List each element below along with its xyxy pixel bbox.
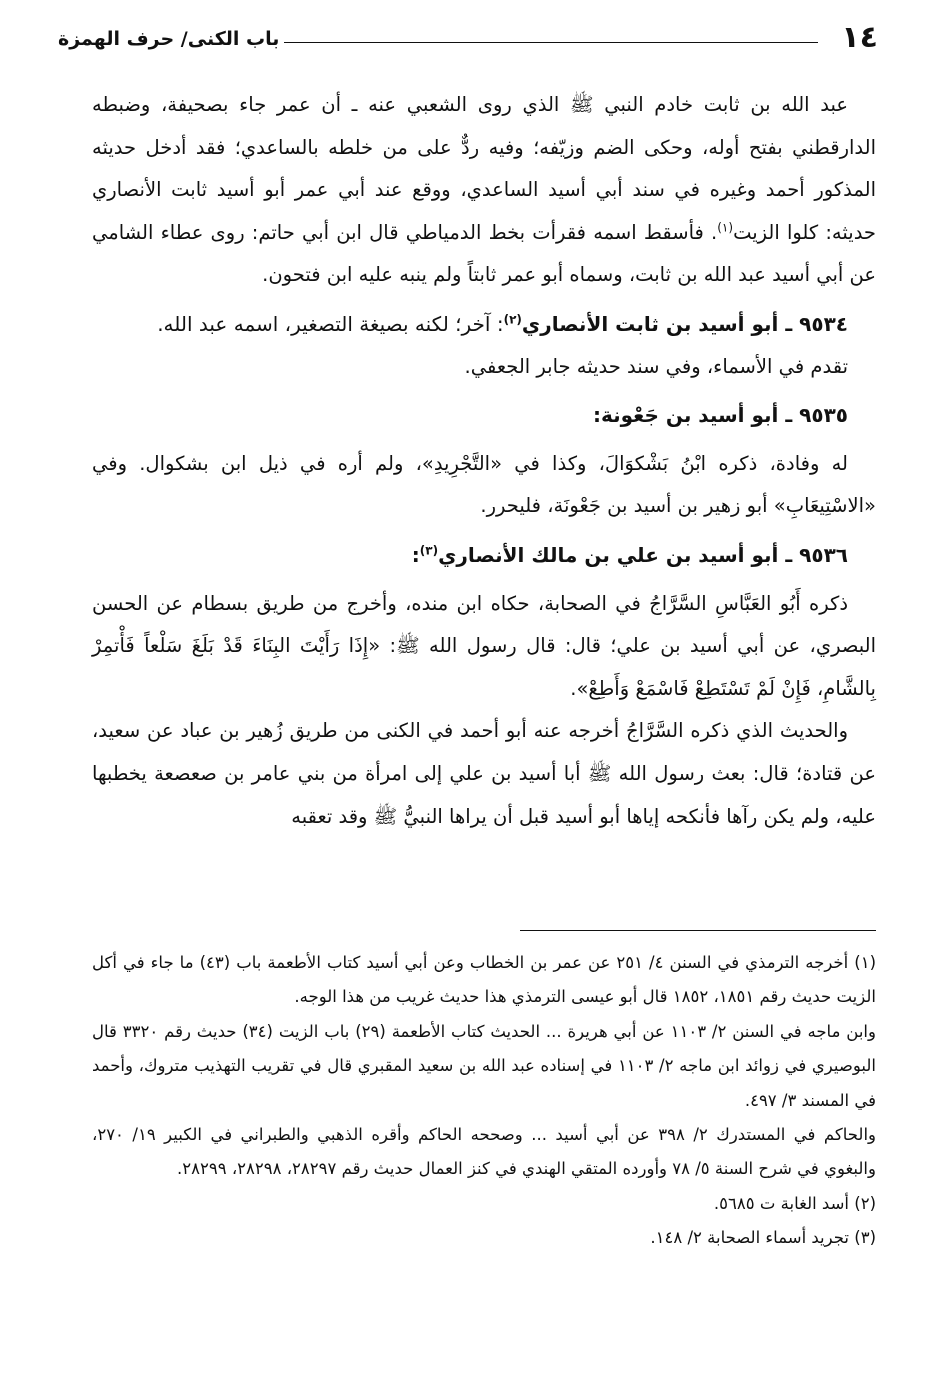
page-header bbox=[58, 20, 878, 72]
footnotes bbox=[92, 946, 876, 1256]
page-number: ١٤ bbox=[841, 20, 878, 55]
paragraph-intro bbox=[92, 84, 876, 297]
entry-9536-title: ٩٥٣٦ ـ أبو أسيد بن علي بن مالك الأنصاري bbox=[438, 542, 848, 567]
entry-9535-heading bbox=[92, 394, 876, 437]
entry-9534-rest: : آخر؛ لكنه بصيغة التصغير، اسمه عبد الله. bbox=[157, 311, 504, 336]
header-rule bbox=[284, 42, 818, 43]
footnote-ref-3: (٣) bbox=[419, 543, 439, 558]
footnote-1-continued-a: وابن ماجه في السنن ٢/ ١١٠٣ عن أبي هريرة ... الحديث كتاب الأطعمة (٢٩) باب الزيت (٣٤) حديث رقم ٣٣٢٠ قال البوصيري في زوائد ابن ماجه ٢/ ١١٠٣ في إسناده عبد الله بن سعيد المقبري قال في تقريب التهذيب متروك، وأحمد في المسند ٣/ ٤٩٧. bbox=[92, 1021, 876, 1110]
entry-9536-body-a: ذكره أَبُو العَبَّاسِ السَّرَّاجُ في الصحابة، حكاه ابن منده، وأخرج من طريق بسطام عن الحسن البصري، عن أبي أسيد بن علي؛ قال: قال رسول الله ﷺ: «إِذَا رَأَيْتَ البِنَاءَ قَدْ بَلَغَ سَلْعاً فَأْتمِرْ بِالشَّامِ، فَإِنْ لَمْ تَسْتَطِعْ فَاسْمَعْ وَأَطِعْ». bbox=[92, 591, 876, 700]
entry-9534-title: ٩٥٣٤ ـ أبو أسيد بن ثابت الأنصاري bbox=[521, 311, 848, 336]
entry-9536-body-b: والحديث الذي ذكره السَّرَّاجُ أخرجه عنه أبو أحمد في الكنى من طريق زُهير بن عباد عن سعيد، عن قتادة؛ قال: بعث رسول الله ﷺ أبا أسيد بن علي إلى امرأة من بني عامر بن صعصعة يخطبها عليه، ولم يكن رآها فأنكحه إياها أبو أسيد قبل أن يراها النبيُّ ﷺ وقد تعقبه bbox=[92, 719, 876, 828]
paragraph-intro-text: عبد الله بن ثابت خادم النبي ﷺ الذي روى الشعبي عنه ـ أن عمر جاء بصحيفة، وضبطه الدارقطني بفتح أوله، وحكى الضم وزيّفه؛ وفيه ردٌّ على من خلطه بالساعدي؛ فقد أدخل حديثه المذكور أحمد وغيره في سند أبي أسيد الساعدي، ووقع عند أبي عمر أبو أسيد ثابت الأنصاري حديثه: كلوا الزيت bbox=[92, 93, 876, 244]
running-title: باب الكنى/ حرف الهمزة bbox=[58, 28, 280, 50]
footnote-ref-2: (٢) bbox=[503, 312, 522, 327]
footnote-1: (١) أخرجه الترمذي في السنن ٤/ ٢٥١ عن عمر بن الخطاب وعن أبي أسيد كتاب الأطعمة باب (٤٣) ما جاء في أكل الزيت حديث رقم ١٨٥١، ١٨٥٢ قال أبو عيسى الترمذي هذا حديث غريب من هذا الوجه. bbox=[92, 953, 877, 1007]
entry-9536-heading bbox=[92, 534, 876, 577]
footnote-rule bbox=[520, 930, 876, 931]
footnote-ref-1: (١) bbox=[717, 220, 734, 235]
entry-9535-body: له وفادة، ذكره ابْنُ بَشْكوَالَ، وكذا في «التَّجْرِيدِ»، ولم أره في ذيل ابن بشكوال. وفي «الاسْتِيعَابِ» أبو زهير بن أسيد بن جَعْونَة، فليحرر. bbox=[92, 451, 876, 518]
entry-9536-rest: : bbox=[411, 542, 420, 567]
footnote-2: (٢) أسد الغابة ت ٥٦٨٥. bbox=[713, 1193, 876, 1213]
footnote-1-continued-b: والحاكم في المستدرك ٢/ ٣٩٨ عن أبي أسيد ... وصححه الحاكم وأقره الذهبي والطبراني في الكبير ١٩/ ٢٧٠، والبغوي في شرح السنة ٥/ ٧٨ وأورده المتقي الهندي في كنز العمال حديث رقم ٢٨٢٩٧، ٢٨٢٩٨، ٢٨٢٩٩. bbox=[92, 1125, 877, 1179]
entry-9534-body: تقدم في الأسماء، وفي سند حديثه جابر الجعفي. bbox=[464, 354, 848, 378]
main-text bbox=[92, 84, 876, 838]
entry-9535-title: ٩٥٣٥ ـ أبو أسيد بن جَعْونة bbox=[600, 403, 848, 428]
footnote-3: (٣) تجريد أسماء الصحابة ٢/ ١٤٨. bbox=[650, 1228, 876, 1248]
entry-9534-heading bbox=[92, 303, 876, 346]
entry-9535-rest: : bbox=[592, 403, 601, 428]
paragraph-intro-continued: . فأسقط اسمه فقرأت بخط الدمياطي قال ابن أبي حاتم: روى عطاء الشامي عن أبي أسيد عبد الله بن ثابت، وسماه أبو عمر ثابتاً ولم ينبه عليه ابن فتحون. bbox=[92, 220, 876, 287]
